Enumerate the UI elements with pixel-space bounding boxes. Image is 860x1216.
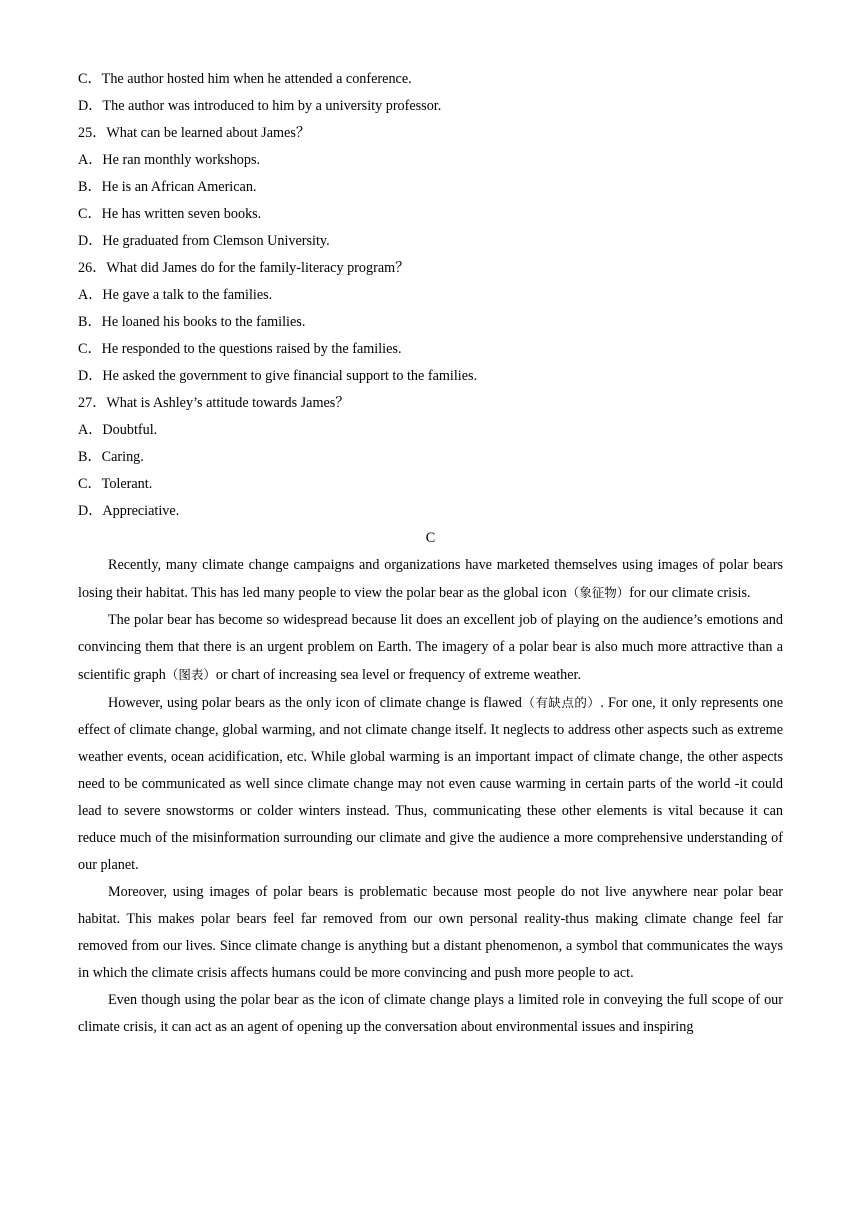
paragraph-3-gloss: （有缺点的） xyxy=(521,695,601,710)
paragraph-3-text-b: . For one, it only represents one effect of climate change, global warming, and not climate change itself. It neglects to address other aspects such as extreme weather events, ocean acidification, etc. While global warming is an important impact of climate change, the other aspects need to be communicated as well since climate change may not even cause warming in certain parts of the world -it could lead to severe snowstorms or colder winters instead. Thus, communicating these other elements is vital because it can reduce much of the misinformation surrounding our climate and give the audience a more comprehensive understanding of our planet. xyxy=(78,695,783,873)
option-27c: C．Tolerant. xyxy=(78,476,153,492)
paragraph-5: Even though using the polar bear as the icon of climate change plays a limited role in conveying the full scope of our climate crisis, it can act as an agent of opening up the conversation about environmental issues and inspiring xyxy=(78,992,783,1035)
paragraph-2 xyxy=(78,607,783,689)
paragraph-1 xyxy=(78,552,783,607)
option-25c: C．He has written seven books. xyxy=(78,206,262,222)
paragraph-1-gloss: （象征物） xyxy=(566,585,630,600)
option-25d: D．He graduated from Clemson University. xyxy=(78,233,330,249)
question-26: 26．What did James do for the family-literacy program？ xyxy=(78,260,410,276)
option-27d: D．Appreciative. xyxy=(78,503,180,519)
option-24d: D．The author was introduced to him by a university professor. xyxy=(78,98,442,114)
question-27: 27．What is Ashley’s attitude towards James？ xyxy=(78,395,350,411)
paragraph-3 xyxy=(78,689,783,879)
option-25b: B．He is an African American. xyxy=(78,179,257,195)
paragraph-1-text-b: for our climate crisis. xyxy=(629,585,751,601)
paragraph-2-text-a: The polar bear has become so widespread because lit does an excellent job of playing on the audience’s emotions and convincing them that there is an urgent problem on Earth. The imagery of a polar bear is also much more attractive than a scientific graph xyxy=(78,612,783,683)
paragraph-2-gloss: （图表） xyxy=(165,667,216,682)
option-26a: A．He gave a talk to the families. xyxy=(78,287,273,303)
option-24c: C．The author hosted him when he attended a conference. xyxy=(78,71,412,87)
option-26b: B．He loaned his books to the families. xyxy=(78,314,306,330)
option-26d: D．He asked the government to give financial support to the families. xyxy=(78,368,478,384)
question-25: 25．What can be learned about James？ xyxy=(78,125,311,141)
paragraph-1-text-a: Recently, many climate change campaigns and organizations have marketed themselves using images of polar bears losing their habitat. This has led many people to view the polar bear as the global icon xyxy=(78,557,783,601)
option-27b: B．Caring. xyxy=(78,449,144,465)
document-page xyxy=(78,66,783,1041)
paragraph-4: Moreover, using images of polar bears is problematic because most people do not live anywhere near polar bear habitat. This makes polar bears feel far removed from our own personal reality-thus making climate change feel far removed from our lives. Since climate change is anything but a distant phenomenon, a symbol that communicates the ways in which the climate crisis affects humans could be more convincing and push more people to act. xyxy=(78,884,783,981)
option-26c: C．He responded to the questions raised by the families. xyxy=(78,341,402,357)
option-27a: A．Doubtful. xyxy=(78,422,158,438)
section-title: C xyxy=(425,530,436,546)
paragraph-2-text-b: or chart of increasing sea level or frequency of extreme weather. xyxy=(215,667,582,683)
option-25a: A．He ran monthly workshops. xyxy=(78,152,261,168)
paragraph-3-text-a: However, using polar bears as the only icon of climate change is flawed xyxy=(108,695,522,711)
